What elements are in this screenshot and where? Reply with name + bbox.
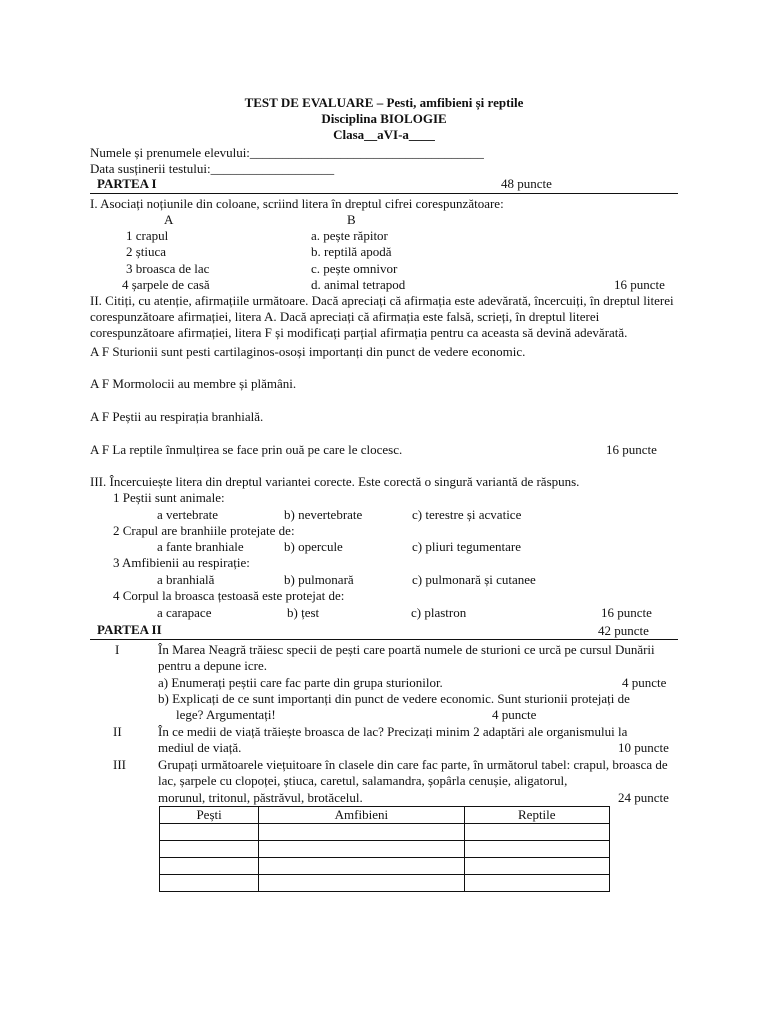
table-row xyxy=(160,875,610,892)
table-cell[interactable] xyxy=(464,824,609,841)
ex1-right-item: d. animal tetrapod xyxy=(311,277,406,292)
part2-iii-points: 24 puncte xyxy=(618,790,669,805)
part2-ii-number: II xyxy=(113,724,122,739)
ex1-right-item: a. pește răpitor xyxy=(311,228,388,243)
table-cell[interactable] xyxy=(259,841,464,858)
ex2-statement: A F Peștii au respirația branhială. xyxy=(90,409,264,424)
ex3-option-b[interactable]: b) nevertebrate xyxy=(284,507,363,522)
table-cell[interactable] xyxy=(160,858,259,875)
table-row xyxy=(160,824,610,841)
ex1-col-a: A xyxy=(164,212,174,227)
classification-table xyxy=(159,806,610,892)
part2-iii-text-cont: morunul, tritonul, păstrăvul, brotăcelul. xyxy=(158,790,363,805)
ex3-question: 4 Corpul la broasca țestoasă este protejat de: xyxy=(113,588,345,603)
part1-divider xyxy=(90,193,678,194)
table-cell[interactable] xyxy=(464,858,609,875)
ex2-instruction: II. Citiți, cu atenție, afirmațiile următoare. Dacă apreciați că afirmația este adevărată, încercuiți, în dreptul literei corespunzătoare afirmației, litera A. Dacă apreciați că afirmația este falsă, scrieți, în dreptul literei corespunzătoare afirmației, litera F și modificați parțial afirmația pentru ca aceasta să devină adevărată. xyxy=(90,293,674,340)
table-cell[interactable] xyxy=(259,875,464,892)
ex1-right-item: b. reptilă apodă xyxy=(311,244,392,259)
ex1-right-item: c. pește omnivor xyxy=(311,261,398,276)
ex3-option-c[interactable]: c) plastron xyxy=(411,605,467,620)
ex3-points: 16 puncte xyxy=(601,605,652,620)
part2-iii-number: III xyxy=(113,757,126,772)
table-row xyxy=(160,858,610,875)
part2-i-a: a) Enumerați peștii care fac parte din grupa sturionilor. xyxy=(158,675,443,690)
part2-iii-text: Grupați următoarele viețuitoare în clasele din care fac parte, în următorul tabel: crapul, broasca de lac, șarpele cu clopoței, știuca, caretul, salamandra, șopârla cenușie, aligatorul, xyxy=(158,757,668,788)
part2-i-a-points: 4 puncte xyxy=(622,675,667,690)
ex3-question: 3 Amfibienii au respirație: xyxy=(113,555,250,570)
part2-i-number: I xyxy=(115,642,120,657)
part1-points: 48 puncte xyxy=(501,176,552,191)
part2-i-b-cont: lege? Argumentați! xyxy=(176,707,276,722)
part2-ii-points: 10 puncte xyxy=(618,740,669,755)
ex3-option-b[interactable]: b) pulmonară xyxy=(284,572,354,587)
ex3-option-c[interactable]: c) terestre și acvatice xyxy=(412,507,522,522)
ex3-option-b[interactable]: b) opercule xyxy=(284,539,343,554)
ex3-option-a[interactable]: a branhială xyxy=(157,572,215,587)
page-title: TEST DE EVALUARE – Pesti, amfibieni și reptile xyxy=(244,95,524,110)
ex3-option-b[interactable]: b) țest xyxy=(287,605,320,620)
table-cell[interactable] xyxy=(259,858,464,875)
ex3-option-c[interactable]: c) pliuri tegumentare xyxy=(412,539,522,554)
ex2-statement: A F La reptile înmulțirea se face prin ouă pe care le clocesc. xyxy=(90,442,403,457)
table-header-amphibians: Amfibieni xyxy=(259,807,464,824)
student-name-field[interactable]: Numele și prenumele elevului:____________________________________ xyxy=(90,145,484,160)
ex3-option-a[interactable]: a fante branhiale xyxy=(157,539,244,554)
ex1-left-item: 1 crapul xyxy=(126,228,169,243)
part2-points: 42 puncte xyxy=(598,623,649,638)
part2-ii-text: În ce medii de viață trăiește broasca de lac? Precizați minim 2 adaptări ale organismului la mediul de viață. xyxy=(158,724,628,755)
table-cell[interactable] xyxy=(259,824,464,841)
table-row xyxy=(160,841,610,858)
table-cell[interactable] xyxy=(464,875,609,892)
ex3-option-a[interactable]: a vertebrate xyxy=(157,507,218,522)
ex1-left-item: 3 broasca de lac xyxy=(126,261,210,276)
ex1-points: 16 puncte xyxy=(614,277,665,292)
part2-divider xyxy=(90,639,678,640)
ex2-points: 16 puncte xyxy=(606,442,657,457)
class-title: Clasa__aVI-a____ xyxy=(333,127,435,142)
part2-i-b-points: 4 puncte xyxy=(492,707,537,722)
table-header-fish: Pești xyxy=(160,807,259,824)
ex1-left-item: 2 știuca xyxy=(126,244,167,259)
table-cell[interactable] xyxy=(160,875,259,892)
table-cell[interactable] xyxy=(464,841,609,858)
discipline-title: Disciplina BIOLOGIE xyxy=(321,111,447,126)
date-field[interactable]: Data susținerii testului:___________________ xyxy=(90,161,335,176)
ex2-statement: A F Mormolocii au membre și plămâni. xyxy=(90,376,297,391)
table-header-reptiles: Reptile xyxy=(464,807,609,824)
part1-title: PARTEA I xyxy=(97,176,157,191)
part2-title: PARTEA II xyxy=(97,622,162,637)
table-cell[interactable] xyxy=(160,841,259,858)
ex3-question: 2 Crapul are branhiile protejate de: xyxy=(113,523,295,538)
ex2-statement: A F Sturionii sunt pesti cartilaginos-osoși importanți din punct de vedere economic. xyxy=(90,344,526,359)
part2-i-b: b) Explicați de ce sunt importanți din punct de vedere economic. Sunt sturionii protejați de xyxy=(158,691,630,706)
ex1-col-b: B xyxy=(347,212,356,227)
table-header-row xyxy=(160,807,610,824)
ex1-left-item: 4 șarpele de casă xyxy=(122,277,210,292)
ex3-option-a[interactable]: a carapace xyxy=(157,605,212,620)
ex3-option-c[interactable]: c) pulmonară și cutanee xyxy=(412,572,536,587)
table-cell[interactable] xyxy=(160,824,259,841)
ex3-question: 1 Peștii sunt animale: xyxy=(113,490,225,505)
ex1-instruction: I. Asociați noțiunile din coloane, scriind litera în dreptul cifrei corespunzătoare: xyxy=(90,196,504,211)
ex3-instruction: III. Încercuiește litera din dreptul variantei corecte. Este corectă o singură variantă de răspuns. xyxy=(90,474,580,489)
part2-i-text: În Marea Neagră trăiesc specii de pești care poartă numele de sturioni ce urcă pe cursul Dunării pentru a depune icre. xyxy=(158,642,655,673)
